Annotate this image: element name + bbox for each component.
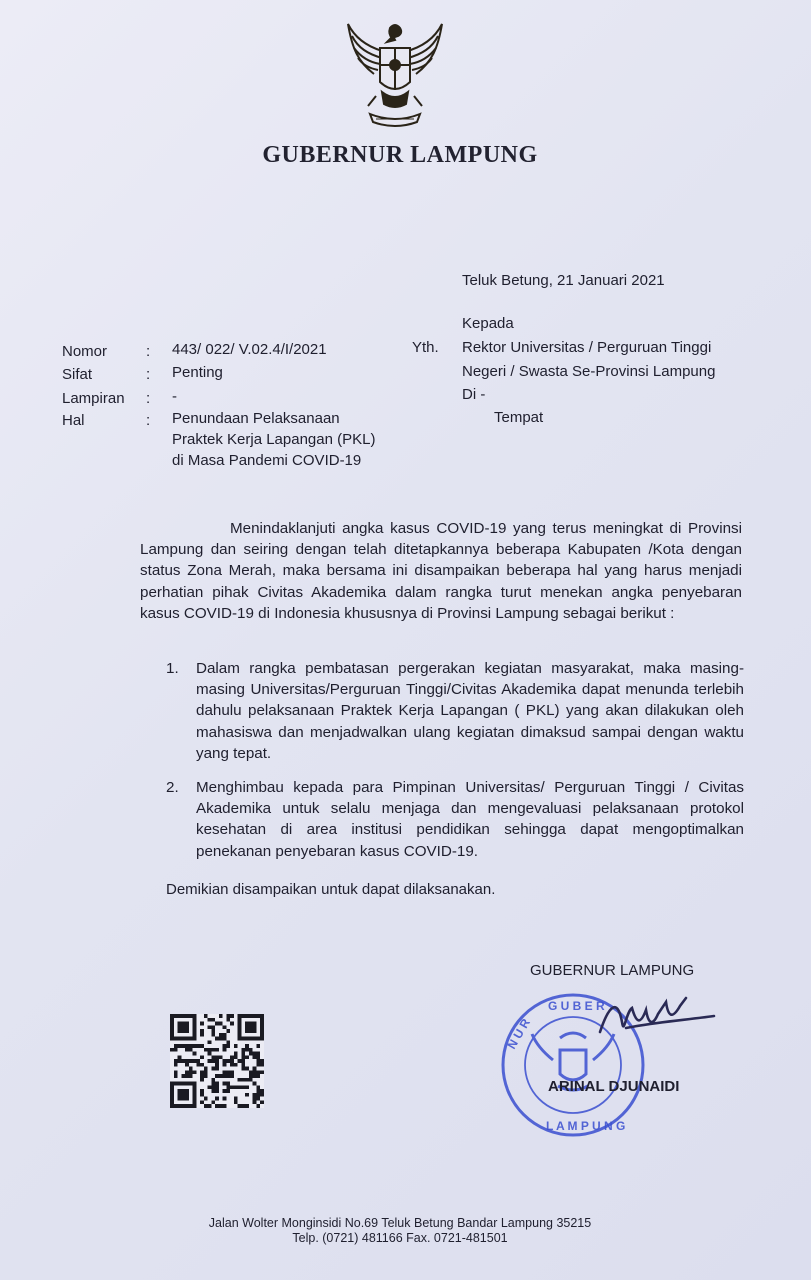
closing-sentence: Demikian disampaikan untuk dapat dilaksanakan. [166, 881, 496, 898]
colon: : [146, 390, 151, 407]
hal-line-3: di Masa Pandemi COVID-19 [172, 452, 362, 469]
addressee-line-2: Negeri / Swasta Se-Provinsi Lampung [462, 363, 716, 380]
letter-date: Teluk Betung, 21 Januari 2021 [462, 272, 665, 289]
svg-text:N U R: N U R [504, 1016, 533, 1052]
body-intro [140, 518, 742, 624]
list-item [166, 777, 744, 862]
addressee-line-3: Di - [462, 386, 486, 403]
sifat-value: Penting [172, 364, 223, 381]
sifat-label: Sifat [62, 366, 93, 383]
svg-text:L A M P U N G: L A M P U N G [546, 1119, 626, 1133]
addressee-line-4: Tempat [494, 409, 544, 426]
intro-paragraph: Menindaklanjuti angka kasus COVID-19 yang terus meningkat di Provinsi Lampung dan seiring dengan telah ditetapkannya beberapa Kabupaten /Kota dengan status Zona Merah, maka bersama ini disampaikan beberapa hal yang harus menjadi perhatian pihak Civitas Akademika dalam rangka turut menekan angka penyebaran kasus COVID-19 di Indonesia khususnya di Provinsi Lampung sebagai berikut : [140, 520, 742, 622]
hal-line-2: Praktek Kerja Lapangan (PKL) [172, 431, 376, 448]
lampiran-value: - [172, 388, 177, 405]
letterhead-title: GUBERNUR LAMPUNG [262, 142, 538, 168]
addressee-kepada: Kepada [462, 315, 514, 332]
addressee-line-1: Rektor Universitas / Perguruan Tinggi [462, 339, 712, 356]
nomor-value: 443/ 022/ V.02.4/I/2021 [172, 341, 327, 358]
list-item [166, 658, 744, 764]
garuda-emblem-icon [340, 18, 450, 130]
footer-address: Jalan Wolter Monginsidi No.69 Teluk Betung Bandar Lampung 35215 [208, 1216, 592, 1230]
signatory-name: ARINAL DJUNAIDI [548, 1078, 680, 1095]
footer-contact: Telp. (0721) 481166 Fax. 0721-481501 [292, 1231, 508, 1245]
list-item-number: 2. [166, 779, 179, 796]
colon: : [146, 412, 151, 429]
addressee-yth: Yth. [412, 339, 439, 356]
list-item-text: Menghimbau kepada para Pimpinan Universitas/ Perguruan Tinggi / Civitas Akademika untuk selalu menjaga dan mengevaluasi pelaksanaan protokol kesehatan di area institusi pendidikan sehingga dapat mengoptimalkan penekanan penyebaran kasus COVID-19. [196, 779, 744, 860]
nomor-label: Nomor [62, 343, 108, 360]
colon: : [146, 366, 151, 383]
lampiran-label: Lampiran [62, 390, 125, 407]
svg-text:G U B E R: G U B E R [548, 999, 605, 1013]
hal-line-1: Penundaan Pelaksanaan [172, 410, 340, 427]
signatory-title: GUBERNUR LAMPUNG [530, 962, 695, 979]
hal-label: Hal [62, 412, 85, 429]
handwritten-signature-icon [596, 992, 716, 1054]
colon: : [146, 343, 151, 360]
qr-code-icon [170, 1014, 264, 1108]
list-item-text: Dalam rangka pembatasan pergerakan kegiatan masyarakat, maka masing-masing Universitas/Perguruan Tinggi/Civitas Akademika dapat menunda terlebih dahulu pelaksanaan Praktek Kerja Lapangan ( PKL) yang akan dilakukan oleh mahasiswa dan menjadwalkan ulang kegiatan dimaksud sampai dengan waktu yang tepat. [196, 660, 744, 762]
list-item-number: 1. [166, 660, 179, 677]
